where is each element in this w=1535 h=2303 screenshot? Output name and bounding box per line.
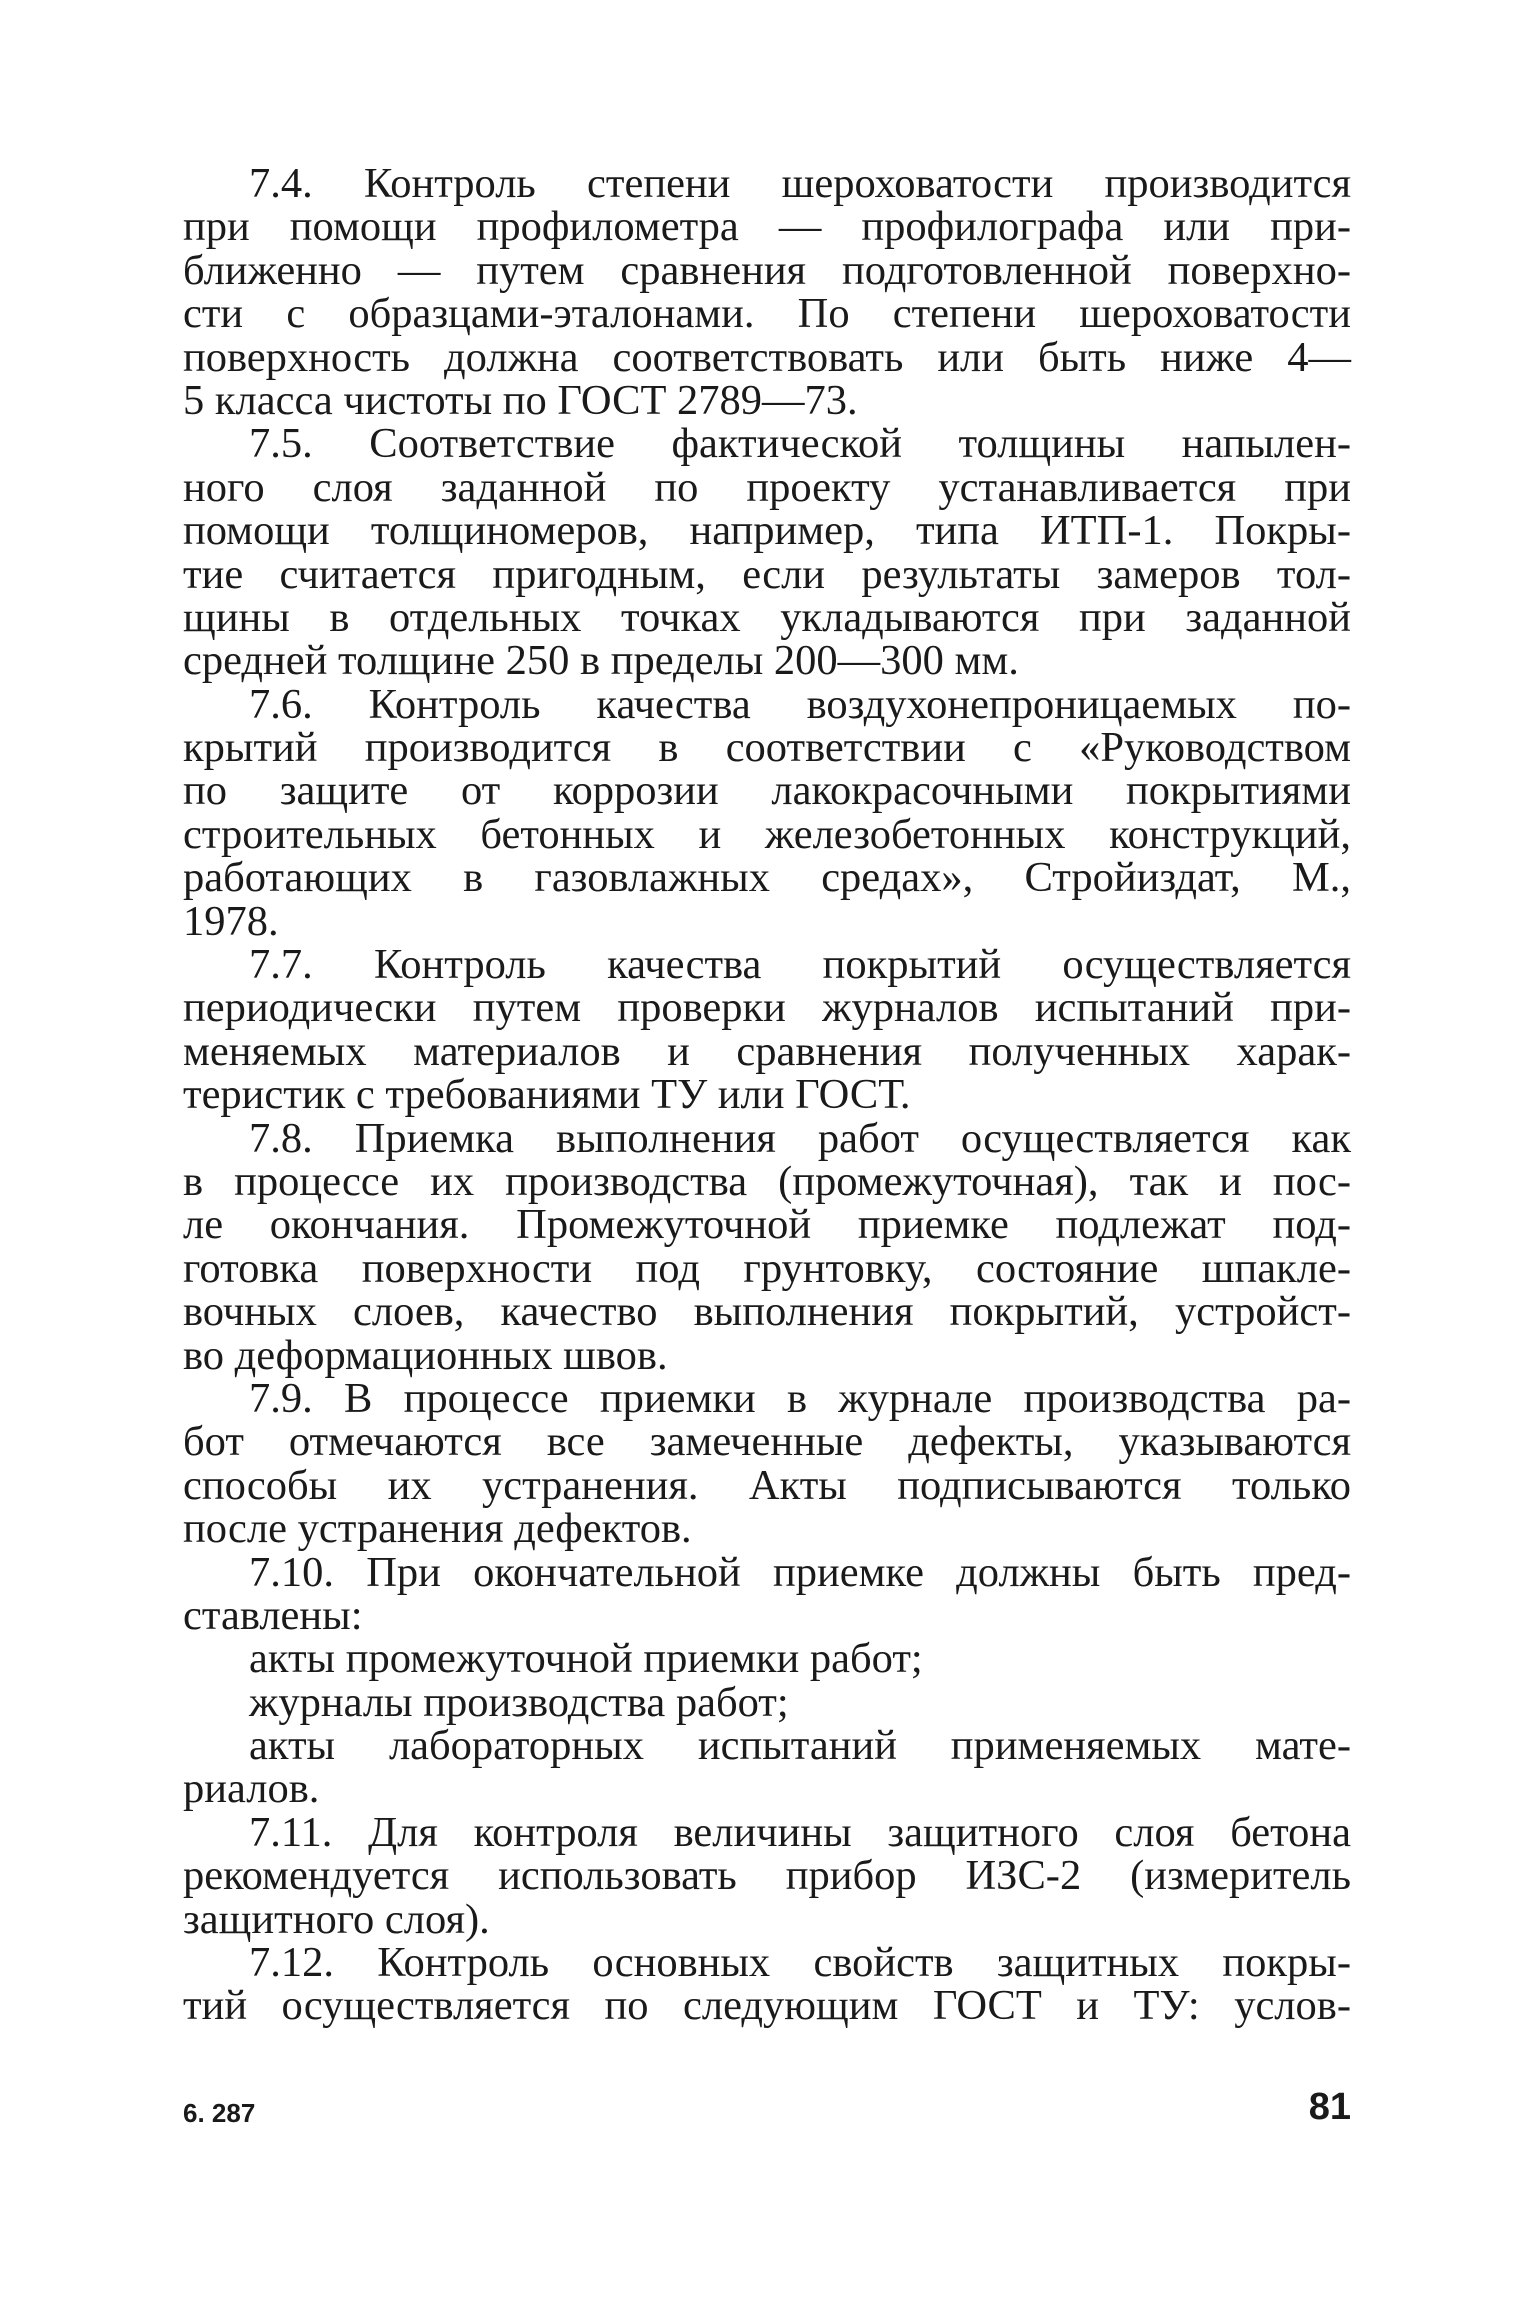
text-line: 7.11. Для контроля величины защитного слоя бетона <box>249 1808 1351 1856</box>
text-line: риалов. <box>183 1765 320 1813</box>
text-line: 1978. <box>183 897 279 945</box>
text-line: работающих в газовлажных средах», Стройиздат, М., <box>183 854 1351 902</box>
text-line: 7.6. Контроль качества воздухонепроницаемых по- <box>249 680 1351 728</box>
text-line: 7.8. Приемка выполнения работ осуществляется как <box>249 1114 1351 1162</box>
text-line: теристик с требованиями ТУ или ГОСТ. <box>183 1071 911 1119</box>
text-line: вочных слоев, качество выполнения покрытий, устройст- <box>183 1288 1351 1336</box>
text-line: в процессе их производства (промежуточная), так и пос- <box>183 1157 1351 1205</box>
text-line: бот отмечаются все замеченные дефекты, указываются <box>183 1418 1351 1466</box>
text-line: после устранения дефектов. <box>183 1505 692 1553</box>
text-line: 7.10. При окончательной приемке должны быть пред- <box>249 1548 1351 1596</box>
list-item <box>183 1724 1351 1811</box>
paragraph-7-7 <box>183 943 1351 1117</box>
text-line: периодически путем проверки журналов испытаний при- <box>183 984 1351 1032</box>
text-line: крытий производится в соответствии с «Руководством <box>183 724 1351 772</box>
page-number: 81 <box>1308 2086 1351 2128</box>
text-line: 7.9. В процессе приемки в журнале производства ра- <box>249 1374 1351 1422</box>
text-line: тий осуществляется по следующим ГОСТ и ТУ: услов- <box>183 1982 1351 2030</box>
text-line: 7.12. Контроль основных свойств защитных покры- <box>249 1939 1351 1987</box>
paragraph-7-4 <box>183 162 1351 422</box>
text-line: способы их устранения. Акты подписываются только <box>183 1461 1351 1509</box>
text-line: готовка поверхности под грунтовку, состояние шпакле- <box>183 1244 1351 1292</box>
paragraph-7-6 <box>183 680 1351 945</box>
paragraph-7-11 <box>183 1808 1351 1943</box>
text-line: меняемых материалов и сравнения полученных харак- <box>183 1027 1351 1075</box>
list-item <box>183 1635 1351 1683</box>
list-item <box>183 1678 1351 1726</box>
paragraph-7-12 <box>183 1941 1351 2028</box>
text-line: акты лабораторных испытаний применяемых мате- <box>249 1722 1351 1770</box>
text-line: средней толщине 250 в пределы 200—300 мм. <box>183 637 1019 685</box>
text-line: 7.7. Контроль качества покрытий осуществляется <box>249 941 1351 989</box>
text-line: защитного слоя). <box>183 1895 490 1943</box>
text-line: поверхность должна соответствовать или быть ниже 4— <box>183 333 1351 381</box>
text-line: строительных бетонных и железобетонных конструкций, <box>183 810 1351 858</box>
text-line: журналы производства работ; <box>249 1678 789 1726</box>
text-line: сти с образцами-эталонами. По степени шероховатости <box>183 290 1351 338</box>
text-line: помощи толщиномеров, например, типа ИТП-1. Покры- <box>183 507 1351 555</box>
paragraph-7-5 <box>183 420 1351 685</box>
paragraph-7-10 <box>183 1548 1351 1639</box>
text-line: при помощи профилометра — профилографа или при- <box>183 203 1351 251</box>
text-line: ного слоя заданной по проекту устанавливается при <box>183 463 1351 511</box>
text-line: во деформационных швов. <box>183 1331 668 1379</box>
signature-mark: 6. 287 <box>183 2098 256 2128</box>
text-line: по защите от коррозии лакокрасочными покрытиями <box>183 767 1351 815</box>
text-line: щины в отдельных точках укладываются при заданной <box>183 593 1351 641</box>
paragraph-7-8 <box>183 1114 1351 1379</box>
text-line: ближенно — путем сравнения подготовленной поверхно- <box>183 246 1351 294</box>
text-line: рекомендуется использовать прибор ИЗС-2 (измеритель <box>183 1852 1351 1900</box>
text-line: 7.4. Контроль степени шероховатости производится <box>249 160 1351 207</box>
text-line: 7.5. Соответствие фактической толщины напылен- <box>249 420 1351 468</box>
paragraph-7-9 <box>183 1374 1351 1553</box>
text-line: тие считается пригодным, если результаты замеров тол- <box>183 550 1351 598</box>
body-text <box>183 162 1351 2028</box>
text-line: акты промежуточной приемки работ; <box>249 1635 923 1683</box>
text-line: ставлены: <box>183 1591 363 1639</box>
text-line: 5 класса чистоты по ГОСТ 2789—73. <box>183 376 858 424</box>
text-line: ле окончания. Промежуточной приемке подлежат под- <box>183 1201 1351 1249</box>
